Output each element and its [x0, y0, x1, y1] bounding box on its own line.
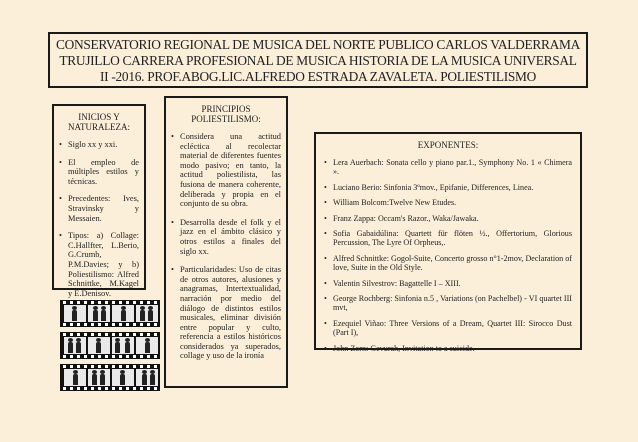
film-row — [60, 332, 160, 359]
title-line-2: TRUJILLO CARRERA PROFESIONAL DE MUSICA HISTORIA DE LA MUSICA UNIVERSAL — [59, 53, 577, 68]
list-item: • Valentin Silvestrov: Bagattelle I – XIII. — [324, 279, 572, 288]
exponentes-panel — [314, 132, 582, 353]
list-item: • Lera Auerbach: Sonata cello y piano par.1., Symphony No. 1 « Chimera ». — [324, 158, 572, 177]
list-item: • El empleo de múltiples estilos y técnicas. — [59, 158, 139, 187]
list-item: • Alfred Schnittke: Gogol-Suite, Concerto grosso n°1-2mov, Declaration of love, Suite in the Old Style. — [324, 254, 572, 273]
list-item: • Desarrolla desde el folk y el jazz en el ámbito clásico y otros estilos a finales del siglo xx. — [171, 218, 281, 256]
film-row — [60, 364, 160, 391]
principios-heading: PRINCIPIOS POLIESTILISMO: — [191, 104, 261, 124]
exponentes-heading: EXPONENTES: — [417, 140, 479, 150]
filmstrip-image — [60, 300, 160, 392]
title-line-3: II -2016. PROF.ABOG.LIC.ALFREDO ESTRADA ZAVALETA. POLIESTILISMO — [100, 69, 536, 84]
list-item: • John Zorn: Gevurah, Invitation to a suicide. — [324, 344, 572, 353]
list-item: • Particularidades: Uso de citas de otros autores, alusiones y anagramas, Intertextualidad, narración por medio del diálogo de distintos estilos musicales, eliminar división entre popular y culto, referencia a estilos históricos considerados ya superados, collage y uso de la ironía — [171, 265, 281, 361]
title-banner — [48, 32, 588, 88]
inicios-panel — [52, 104, 146, 298]
title-line-1: CONSERVATORIO REGIONAL DE MUSICA DEL NORTE PUBLICO CARLOS VALDERRAMA — [55, 37, 581, 52]
list-item: • Tipos: a) Collage: C.Hallfter, L.Berio, G.Crumb, P.M.Davies; y b) Poliestilismo: Alfred Schnittke, M.Kagel y E.Denisov. — [59, 231, 139, 298]
list-item: • Ezequiel Viñao: Three Versions of a Dream, Quartet III: Sirocco Dust (Part I), — [324, 319, 572, 338]
principios-list — [171, 132, 281, 361]
film-row — [60, 300, 160, 327]
list-item: • Franz Zappa: Occam's Razor., Waka/Jawaka. — [324, 214, 572, 223]
list-item: • Sofia Gabaidúlina: Quartett für flöten ½., Offertorium, Glorious Percussion, The Lyre Of Orpheus,. — [324, 229, 572, 248]
list-item: • Luciano Berio: Sinfonia 3ºmov., Epifanie, Differences, Linea. — [324, 183, 572, 192]
list-item: • George Rochberg: Sinfonia n.5 , Variations (on Pachelbel) - VI quartet III mvt, — [324, 294, 572, 313]
list-item: • Siglo xx y xxi. — [59, 140, 139, 150]
list-item: • Considera una actitud ecléctica al recolectar material de diferentes fuentes modo pasivo; en tanto, la actitud poliestilista, las fusiona de manera coherente, deliberada y propia en el conjunto de su obra. — [171, 132, 281, 209]
principios-panel — [164, 96, 288, 388]
exponentes-list — [324, 158, 572, 353]
list-item: • Precedentes: Ives, Stravinsky y Messaien. — [59, 194, 139, 223]
list-item: • William Bolcom:Twelve New Etudes. — [324, 198, 572, 207]
inicios-heading: INICIOS Y NATURALEZA: — [68, 112, 130, 132]
inicios-list — [59, 140, 139, 298]
